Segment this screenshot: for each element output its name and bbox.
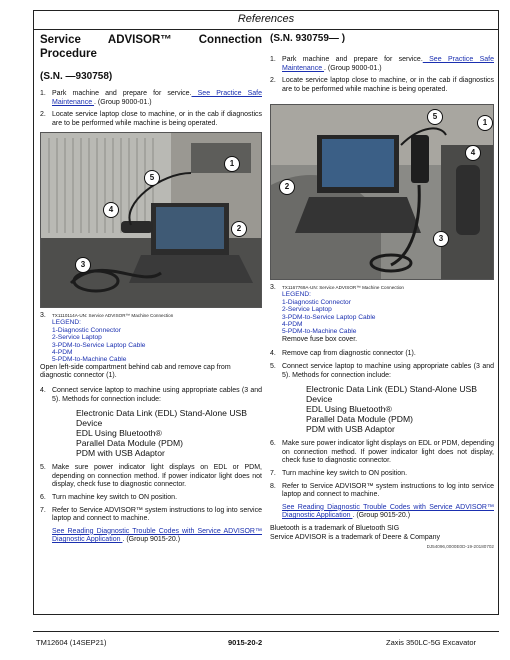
diagnostic-codes-link[interactable]: See Reading Diagnostic Trouble Codes with Service ADVISOR™ Diagnostic Application [52,527,262,544]
trademark-note: Bluetooth is a trademark of Bluetooth SIG [270,524,400,532]
callout-5: 5 [144,170,160,186]
callout-5: 5 [427,109,443,125]
legend-title: LEGEND: [282,291,311,299]
callout-2: 2 [279,179,295,195]
step-item: 1. Park machine and prepare for service. See Practice Safe Maintenance . (Group 9000-01.) [40,90,262,106]
step-item: 4. Connect service laptop to machine using appropriate cables (3 and 5). Methods for connection include: [40,387,262,403]
legend-item: 3-PDM-to-Service Laptop Cable [52,341,146,349]
step-item: 6. Turn machine key switch to ON position. [40,493,178,501]
procedure-title-line2: Procedure [40,48,97,60]
step-item: 2. Locate service laptop close to machine, or in the cab if diagnostics are to be performed while machine is being operated. [270,77,494,93]
footer-manual-id: TM12604 (14SEP21) [36,638,107,647]
figure-caption-right: TX1167769A-UN: Service ADVISOR™ Machine Connection [282,285,404,291]
step-item: 6. Make sure power indicator light displays on EDL or PDM, depending on connection method. If power indicator light does not display, check fuse to diagnostic connector. [270,440,494,465]
step-item: See Reading Diagnostic Trouble Codes with Service ADVISOR™ Diagnostic Application . (Group 9015-20.) [52,527,262,544]
callout-1: 1 [477,115,493,131]
legend-item: 5-PDM-to-Machine Cable [52,356,127,364]
legend-item: 3-PDM-to-Service Laptop Cable [282,313,376,321]
header-divider [34,29,498,30]
step-item: 5. Make sure power indicator light displays on EDL or PDM, depending on connection method. If power indicator light does not display, check fuse to diagnostic connector. [40,464,262,489]
left-column [40,33,262,549]
step-3-text: Open left-side compartment behind cab and remove cap from diagnostic connector (1). [40,363,231,380]
legend-title: LEGEND: [52,319,81,327]
connection-methods: Electronic Data Link (EDL) Stand-Alone USB Device EDL Using Bluetooth® Parallel Data Module (PDM) PDM with USB Adaptor [306,384,477,435]
section-header: References [237,13,295,25]
callout-3: 3 [75,257,91,273]
step-3-text: Remove fuse box cover. [282,335,358,343]
legend-item: 4-PDM [52,349,73,356]
procedure-title: Service ADVISOR™ Connection [40,34,262,46]
serial-range-right: (S.N. 930759— ) [270,33,346,44]
step-item: 7. Turn machine key switch to ON position. [270,469,408,477]
callout-1: 1 [224,156,240,172]
connection-figure-left [40,132,262,308]
step-item: 5. Connect service laptop to machine using appropriate cables (3 and 5). Methods for connection include: [270,363,494,379]
legend-item: 4-PDM [282,321,303,328]
safe-maintenance-link[interactable]: See Practice Safe Maintenance [282,56,494,72]
serial-range-left: (S.N. —930758) [40,71,113,82]
legend-item: 5-PDM-to-Machine Cable [282,328,357,336]
step-item: 4. Remove cap from diagnostic connector (1). [270,350,416,358]
connection-figure-right [270,104,494,280]
legend-item: 2-Service Laptop [52,334,102,342]
safe-maintenance-link[interactable]: See Practice Safe Maintenance [52,90,262,106]
right-column [270,33,494,549]
callout-4: 4 [465,145,481,161]
callout-4: 4 [103,202,119,218]
figure-caption-left: TX1110114A-UN: Service ADVISOR™ Machine Connection [52,313,174,319]
trademark-note: Service ADVISOR is a trademark of Deere & Company [270,533,441,541]
step-item: See Reading Diagnostic Trouble Codes with Service ADVISOR™ Diagnostic Application . (Group 9015-20.) [282,503,494,520]
connection-methods: Electronic Data Link (EDL) Stand-Alone USB Device EDL Using Bluetooth® Parallel Data Module (PDM) PDM with USB Adaptor [76,408,247,459]
step-item: 3. TX1167769A-UN: Service ADVISOR™ Machine Connection LEGEND: 1-Diagnostic Connector 2-Service Laptop 3-PDM-to-Service Laptop Cable 4-PDM 5-PDM-to-Machine Cable Remove fuse box cover. [270,284,494,344]
footer-divider [33,631,499,632]
footer-page-number: 9015-20-2 [228,638,263,647]
step-item: 1. Park machine and prepare for service. See Practice Safe Maintenance . (Group 9000-01.) [270,56,494,72]
step-item: 7. Refer to Service ADVISOR™ system instructions to log into service laptop and connect to machine. [40,506,262,523]
legend-item: 2-Service Laptop [282,306,332,314]
footer-machine-model: Zaxis 350LC-5G Excavator [386,638,477,647]
machine-photo-right [271,105,494,279]
step-item: 3. TX1110114A-UN: Service ADVISOR™ Machine Connection LEGEND: 1-Diagnostic Connector 2-Service Laptop 3-PDM-to-Service Laptop Cable 4-PDM 5-PDM-to-Machine Cable [40,312,262,363]
step-item: 8. Refer to Service ADVISOR™ system instructions to log into service laptop and connect to machine. [270,482,494,499]
callout-2: 2 [231,221,247,237]
page-frame [33,10,499,615]
document-id: DJ54096,0000E0D-19-20180702 [426,544,494,550]
legend-item: 1-Diagnostic Connector [282,298,351,306]
legend-item: 1-Diagnostic Connector [52,326,121,334]
callout-3: 3 [433,231,449,247]
step-item: 2. Locate service laptop close to machine, or in the cab if diagnostics are to be performed while machine is being operated. [40,111,262,127]
diagnostic-codes-link[interactable]: See Reading Diagnostic Trouble Codes with Service ADVISOR™ Diagnostic Application [282,503,494,520]
